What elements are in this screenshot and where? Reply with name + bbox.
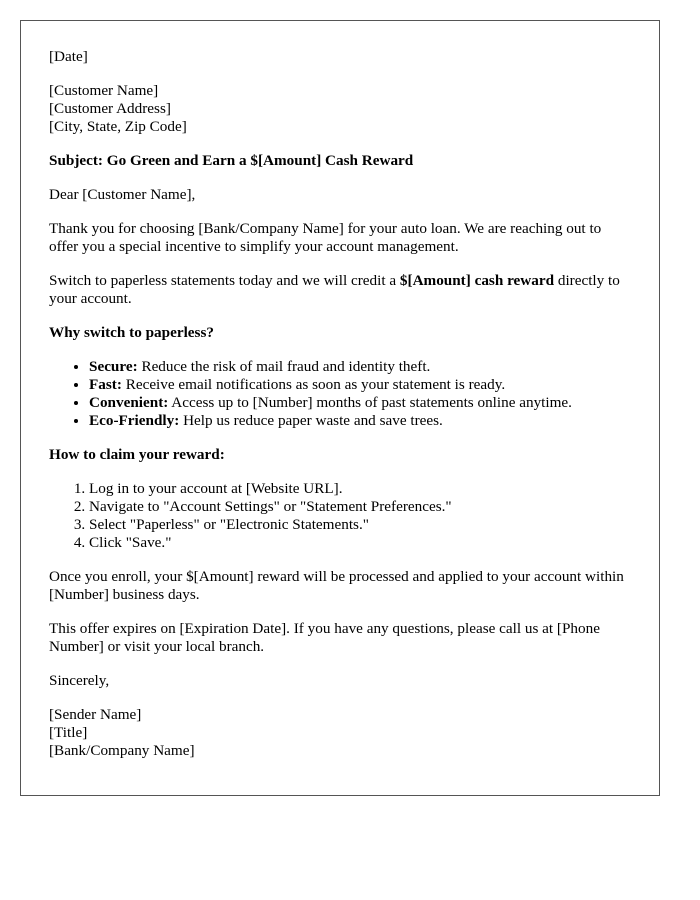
benefit-text: Help us reduce paper waste and save trees. — [179, 412, 443, 429]
letter — [20, 20, 660, 796]
steps-list — [49, 480, 631, 552]
step-item: 4. Click "Save." — [89, 534, 631, 552]
step-item: 1. Log in to your account at [Website URL]. — [89, 480, 631, 498]
benefit-item — [89, 394, 631, 412]
benefit-item — [89, 376, 631, 394]
benefits-list — [49, 358, 631, 430]
offer-paragraph — [49, 272, 631, 308]
step-item: 3. Select "Paperless" or "Electronic Statements." — [89, 516, 631, 534]
benefit-label: Eco-Friendly: — [89, 412, 180, 429]
sender-title: [Title] — [49, 724, 88, 741]
benefit-item — [89, 412, 631, 430]
why-heading: Why switch to paperless? — [49, 324, 214, 341]
recipient-block — [49, 82, 631, 136]
benefit-label: Fast: — [89, 376, 122, 393]
enroll-paragraph: Once you enroll, your $[Amount] reward will be processed and applied to your account within [Number] business days. — [49, 568, 624, 603]
letter-date: [Date] — [49, 48, 88, 65]
sender-name: [Sender Name] — [49, 706, 142, 723]
intro-paragraph: Thank you for choosing [Bank/Company Name] for your auto loan. We are reaching out to offer you a special incentive to simplify your account management. — [49, 220, 602, 255]
recipient-address: [Customer Address] — [49, 100, 171, 117]
offer-text-before: Switch to paperless statements today and we will credit a — [49, 272, 400, 289]
step-item: 2. Navigate to "Account Settings" or "Statement Preferences." — [89, 498, 631, 516]
benefit-item — [89, 358, 631, 376]
recipient-city: [City, State, Zip Code] — [49, 118, 187, 135]
how-heading: How to claim your reward: — [49, 446, 225, 463]
benefit-text: Receive email notifications as soon as your statement is ready. — [121, 376, 506, 393]
benefit-label: Convenient: — [89, 394, 169, 411]
offer-text-after: directly to your account. — [49, 272, 620, 307]
closing: Sincerely, — [49, 672, 110, 689]
expiration-paragraph: This offer expires on [Expiration Date]. If you have any questions, please call us at [Phone Number] or visit your local branch. — [49, 620, 600, 655]
sender-company: [Bank/Company Name] — [49, 742, 195, 759]
benefit-label: Secure: — [89, 358, 138, 375]
salutation: Dear [Customer Name], — [49, 186, 196, 203]
subject-line: Subject: Go Green and Earn a $[Amount] Cash Reward — [49, 152, 414, 169]
benefit-text: Access up to [Number] months of past statements online anytime. — [168, 394, 572, 411]
signature-block — [49, 706, 631, 760]
offer-reward: $[Amount] cash reward — [399, 272, 555, 289]
benefit-text: Reduce the risk of mail fraud and identity theft. — [137, 358, 431, 375]
recipient-name: [Customer Name] — [49, 82, 159, 99]
